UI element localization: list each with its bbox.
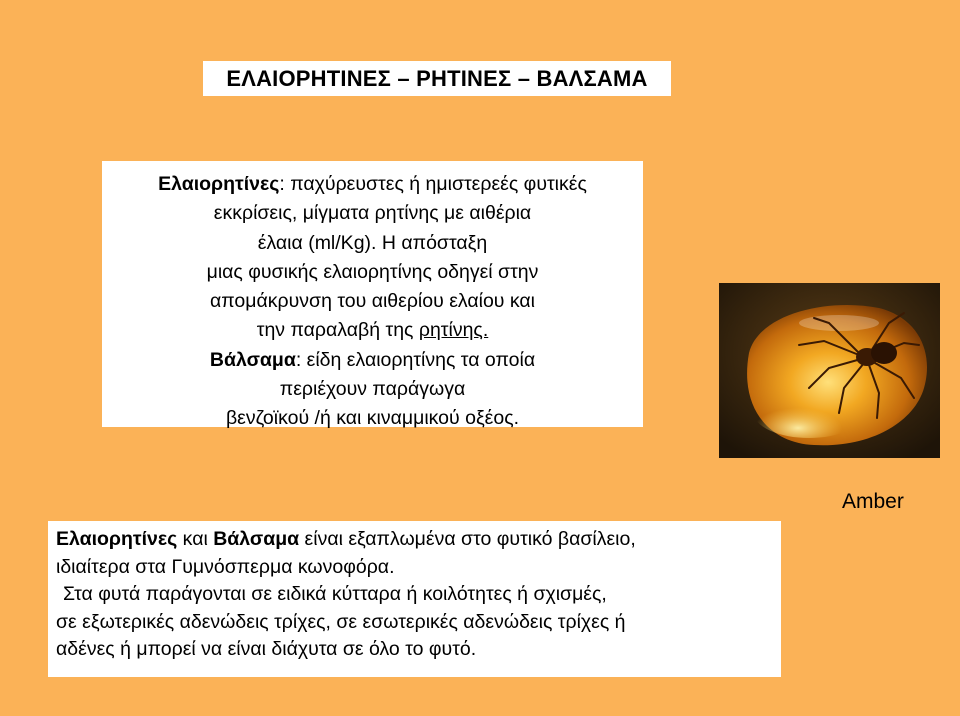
title-box — [203, 61, 671, 96]
oleoresin-term: Ελαιορητίνες — [158, 173, 280, 195]
balsam-term: Βάλσαμα — [209, 348, 296, 371]
slide-title: ΕΛΑΙΟΡΗΤΙΝΕΣ – ΡΗΤΙΝΕΣ – ΒΑΛΣΑΜΑ — [226, 65, 648, 91]
definition-text: την παραλαβή της — [256, 319, 419, 342]
definition-line: βενζοϊκού /ή και κιναμμικού οξέος. — [225, 407, 520, 430]
amber-highlight — [799, 315, 879, 331]
balsam-term: Βάλσαμα — [213, 528, 300, 550]
oleoresin-term: Ελαιορητίνες — [56, 528, 178, 550]
amber-with-spider-image — [719, 283, 940, 458]
distribution-line: σε εξωτερικές αδενώδεις τρίχες, σε εσωτερικές αδενώδεις τρίχες ή — [56, 610, 626, 633]
definition-line: περιέχουν παράγωγα — [279, 378, 466, 401]
definition-line — [102, 170, 643, 199]
resin-link[interactable]: ρητίνης. — [418, 319, 489, 342]
distribution-text: είναι εξαπλωμένα στο φυτικό βασίλειο, — [299, 528, 636, 550]
distribution-box — [48, 521, 781, 677]
definition-line: απομάκρυνση του αιθερίου ελαίου και — [209, 290, 535, 313]
definition-text: : παχύρευστες ή ημιστερεές φυτικές — [279, 173, 587, 195]
distribution-line: αδένες ή μπορεί να είναι διάχυτα σε όλο το φυτό. — [56, 638, 477, 660]
definition-line: εκκρίσεις, μίγματα ρητίνης με αιθέρια — [213, 202, 532, 225]
distribution-line — [56, 526, 781, 554]
image-caption: Amber — [842, 490, 904, 513]
distribution-line: ιδιαίτερα στα Γυμνόσπερμα κωνοφόρα. — [56, 555, 395, 578]
definition-text: : είδη ελαιορητίνης τα οποία — [295, 348, 536, 371]
definition-line: έλαια (ml/Kg). Η απόσταξη — [257, 231, 488, 254]
distribution-line: Στα φυτά παράγονται σε ειδικά κύτταρα ή κοιλότητες ή σχισμές, — [63, 583, 607, 605]
distribution-text: και — [177, 528, 214, 550]
definition-line: μιας φυσικής ελαιορητίνης οδηγεί στην — [206, 260, 539, 283]
definition-line — [102, 346, 643, 375]
amber-glow — [754, 388, 864, 438]
definitions-box — [102, 161, 643, 430]
amber-photo — [719, 283, 940, 458]
definition-line — [102, 316, 643, 345]
spider-abdomen — [871, 342, 897, 364]
